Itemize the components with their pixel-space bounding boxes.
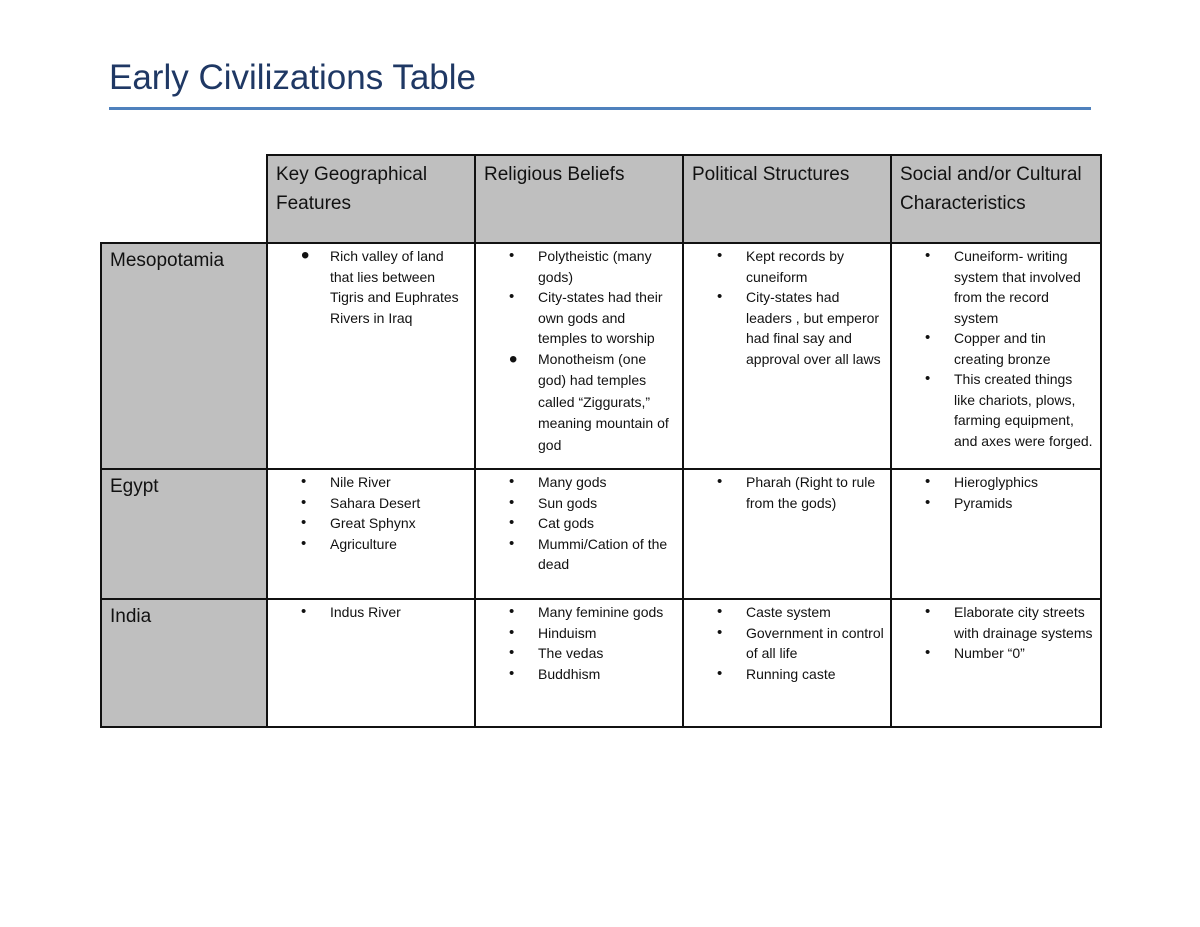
list-item: • Buddhism [476,664,676,685]
list-item: • The vedas [476,643,676,664]
cell-religion [475,469,683,599]
table-row [101,243,1101,469]
header-geography: Key Geographical Features [267,155,475,243]
cell-social [891,243,1101,469]
header-religion: Religious Beliefs [475,155,683,243]
cell-politics [683,243,891,469]
header-corner [101,155,267,243]
cell-religion [475,599,683,727]
list-item: • City-states had their own gods and temples to worship [476,287,676,349]
table-row [101,599,1101,727]
list-item: • Monotheism (one god) had temples called “Ziggurats,” meaning mountain of god [476,349,676,457]
list-item: • Indus River [268,602,468,623]
list-item: • Agriculture [268,534,468,555]
list-item: • City-states had leaders , but emperor had final say and approval over all laws [684,287,884,369]
list-item: • Great Sphynx [268,513,468,534]
list-item: • Nile River [268,472,468,493]
list-item: • Many gods [476,472,676,493]
list-item: • Mummi/Cation of the dead [476,534,676,575]
cell-religion [475,243,683,469]
list-item: • Hieroglyphics [892,472,1094,493]
list-item: • Sun gods [476,493,676,514]
list-item: • Sahara Desert [268,493,468,514]
cell-geography [267,243,475,469]
header-social: Social and/or Cultural Characteristics [891,155,1101,243]
list-item: • Government in control of all life [684,623,884,664]
title-underline [109,107,1091,110]
list-item: • Pyramids [892,493,1094,514]
list-item: • Caste system [684,602,884,623]
page-title: Early Civilizations Table [109,58,477,97]
list-item: • Kept records by cuneiform [684,246,884,287]
list-item: • This created things like chariots, plows, farming equipment, and axes were forged. [892,369,1094,451]
list-item: • Hinduism [476,623,676,644]
list-item: • Cat gods [476,513,676,534]
list-item: • Copper and tin creating bronze [892,328,1094,369]
cell-politics [683,599,891,727]
list-item: • Polytheistic (many gods) [476,246,676,287]
cell-social [891,469,1101,599]
list-item: • Pharah (Right to rule from the gods) [684,472,884,513]
list-item: • Running caste [684,664,884,685]
row-label-egypt: Egypt [101,469,267,599]
row-label-mesopotamia: Mesopotamia [101,243,267,469]
list-item: • Cuneiform- writing system that involved from the record system [892,246,1094,328]
list-item: • Rich valley of land that lies between Tigris and Euphrates Rivers in Iraq [268,246,468,328]
header-politics: Political Structures [683,155,891,243]
cell-politics [683,469,891,599]
cell-geography [267,599,475,727]
list-item: • Many feminine gods [476,602,676,623]
list-item: • Elaborate city streets with drainage systems [892,602,1094,643]
cell-geography [267,469,475,599]
row-label-india: India [101,599,267,727]
table-row [101,469,1101,599]
civilizations-table [100,154,1102,728]
header-row [101,155,1101,243]
list-item: • Number “0” [892,643,1094,664]
cell-social [891,599,1101,727]
